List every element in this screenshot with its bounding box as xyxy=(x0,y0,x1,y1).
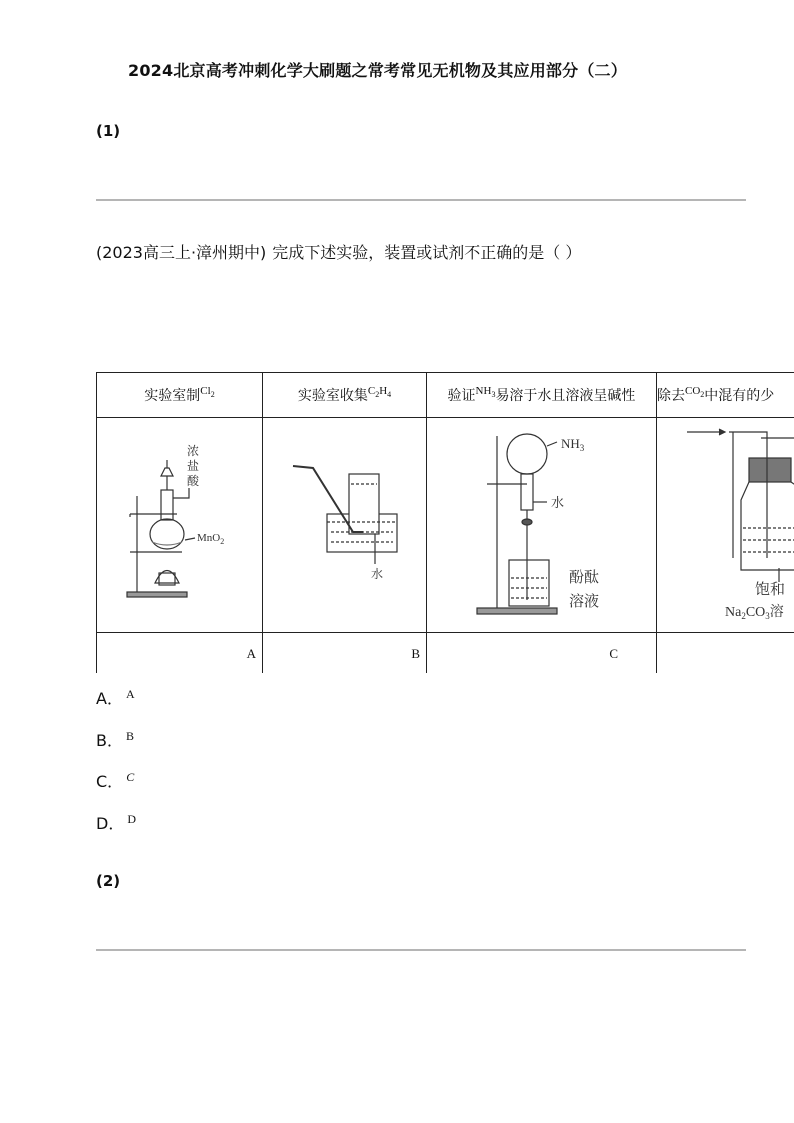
divider-1 xyxy=(96,199,746,201)
figure-a-chlorine-apparatus xyxy=(97,418,262,628)
label-cell-b: B xyxy=(263,633,427,674)
option-a[interactable]: A． $^A$ xyxy=(96,687,135,708)
header-d: 除去$^{CO_2}$中混有的少 xyxy=(657,373,794,418)
label-hydrochloric: 盐 xyxy=(187,459,200,473)
figure-b-collection-apparatus xyxy=(263,418,426,628)
label-cell-a: A xyxy=(97,633,263,674)
section-number-2: (2) xyxy=(96,872,121,890)
figure-b-cell xyxy=(263,418,427,633)
label-acid: 酸 xyxy=(187,474,200,488)
option-c[interactable]: C． $^C$ xyxy=(96,770,135,791)
header-b: 实验室收集$^{C_2H_4}$ xyxy=(263,373,427,418)
figure-c-fountain-apparatus xyxy=(427,418,656,628)
option-d[interactable]: D． $^D$ xyxy=(96,812,136,833)
figure-d-cell xyxy=(657,418,794,633)
label-nh3: $NH_3$ xyxy=(561,436,585,453)
label-concentrated: 浓 xyxy=(187,444,200,458)
experiment-table xyxy=(96,372,794,673)
label-na2co3: $Na_2CO_3$溶 xyxy=(725,605,784,621)
header-a: 实验室制$^{Cl_2}$ xyxy=(97,373,263,418)
label-mno2: MnO$_2$ xyxy=(197,532,225,546)
question-source: (2023高三上·漳州期中) xyxy=(96,243,267,262)
experiment-table-wrapper xyxy=(96,372,794,673)
figure-c-cell xyxy=(427,418,657,633)
page-title: 2024北京高考冲刺化学大刷题之常考常见无机物及其应用部分（二） xyxy=(128,61,627,80)
figure-a-cell xyxy=(97,418,263,633)
label-cell-d xyxy=(657,633,794,674)
label-phenolphthalein: 酚酞 xyxy=(569,570,600,586)
label-solution: 溶液 xyxy=(569,594,600,610)
label-water: 水 xyxy=(371,567,384,581)
header-c: 验证$^{NH_3}$易溶于水且溶液呈碱性 xyxy=(427,373,657,418)
section-number-1: (1) xyxy=(96,122,121,140)
label-water-c: 水 xyxy=(551,495,565,510)
figure-d-washing-bottle xyxy=(657,418,794,628)
question-stem xyxy=(96,240,581,263)
option-b[interactable]: B． $^B$ xyxy=(96,729,134,750)
label-cell-c: C xyxy=(427,633,657,674)
label-saturated: 饱和 xyxy=(755,582,786,598)
divider-2 xyxy=(96,949,746,951)
question-text: 完成下述实验，装置或试剂不正确的是（ ） xyxy=(272,243,582,262)
